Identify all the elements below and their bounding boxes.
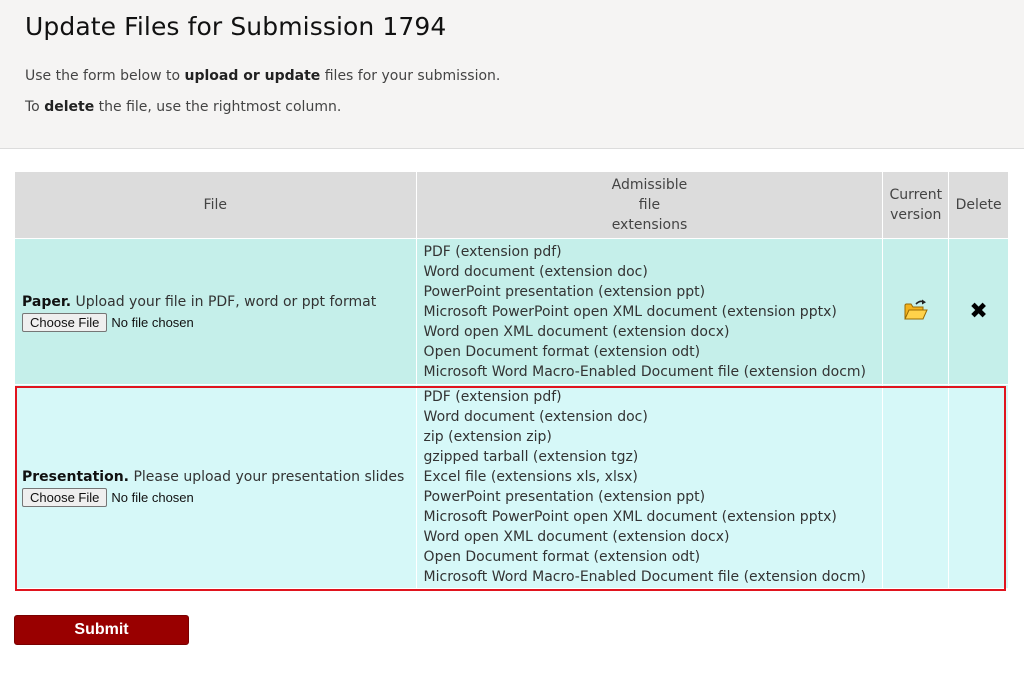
header-file: File <box>15 172 417 239</box>
header-extensions: Admissible file extensions <box>416 172 883 239</box>
file-label-presentation: Presentation. Please upload your presentation slides <box>22 468 405 485</box>
delete-cell-paper <box>949 239 1009 385</box>
extension-item: PowerPoint presentation (extension ppt) <box>423 488 706 505</box>
file-input-paper[interactable] <box>22 313 409 332</box>
extension-item: Microsoft Word Macro-Enabled Document file (extension docm) <box>423 568 867 585</box>
extension-item: Word document (extension doc) <box>423 263 648 280</box>
submit-button[interactable]: Submit <box>14 615 189 645</box>
delete-x-icon[interactable]: ✖ <box>969 299 988 324</box>
table-row-presentation <box>15 385 1009 589</box>
extension-item: gzipped tarball (extension tgz) <box>423 448 639 465</box>
file-input-presentation[interactable] <box>22 488 409 507</box>
extension-item: Microsoft Word Macro-Enabled Document file (extension docm) <box>423 363 867 380</box>
file-label-paper: Paper. Upload your file in PDF, word or ppt format <box>22 293 377 310</box>
extension-item: Word open XML document (extension docx) <box>423 323 730 340</box>
header-delete: Delete <box>949 172 1009 239</box>
extension-item: Microsoft PowerPoint open XML document (extension pptx) <box>423 303 837 320</box>
instruction-upload: Use the form below to upload or update files for your submission. <box>25 68 501 84</box>
extension-item: PDF (extension pdf) <box>423 243 562 260</box>
extension-item: Word open XML document (extension docx) <box>423 528 730 545</box>
page-header <box>0 0 1024 149</box>
file-status: No file chosen <box>111 489 194 505</box>
files-table <box>14 171 1009 589</box>
extension-item: zip (extension zip) <box>423 428 552 445</box>
folder-open-icon[interactable] <box>903 298 929 326</box>
table-header-row <box>15 172 1009 239</box>
extension-item: Microsoft PowerPoint open XML document (extension pptx) <box>423 508 837 525</box>
extensions-cell-paper <box>416 239 883 385</box>
choose-file-button[interactable]: Choose File <box>22 313 107 332</box>
table-row-paper <box>15 239 1009 385</box>
extension-item: PDF (extension pdf) <box>423 388 562 405</box>
delete-cell-presentation <box>949 385 1009 589</box>
extension-item: PowerPoint presentation (extension ppt) <box>423 283 706 300</box>
instruction-delete: To delete the file, use the rightmost column. <box>25 99 342 115</box>
current-version-cell-paper <box>883 239 949 385</box>
extensions-cell-presentation <box>416 385 883 589</box>
file-cell-paper <box>15 239 417 385</box>
file-status: No file chosen <box>111 314 194 330</box>
page-title: Update Files for Submission 1794 <box>25 12 447 41</box>
current-version-cell-presentation <box>883 385 949 589</box>
extension-item: Word document (extension doc) <box>423 408 648 425</box>
extension-item: Open Document format (extension odt) <box>423 548 701 565</box>
choose-file-button[interactable]: Choose File <box>22 488 107 507</box>
file-cell-presentation <box>15 385 417 589</box>
extension-item: Open Document format (extension odt) <box>423 343 701 360</box>
extension-item: Excel file (extensions xls, xlsx) <box>423 468 638 485</box>
header-current-version: Current version <box>883 172 949 239</box>
